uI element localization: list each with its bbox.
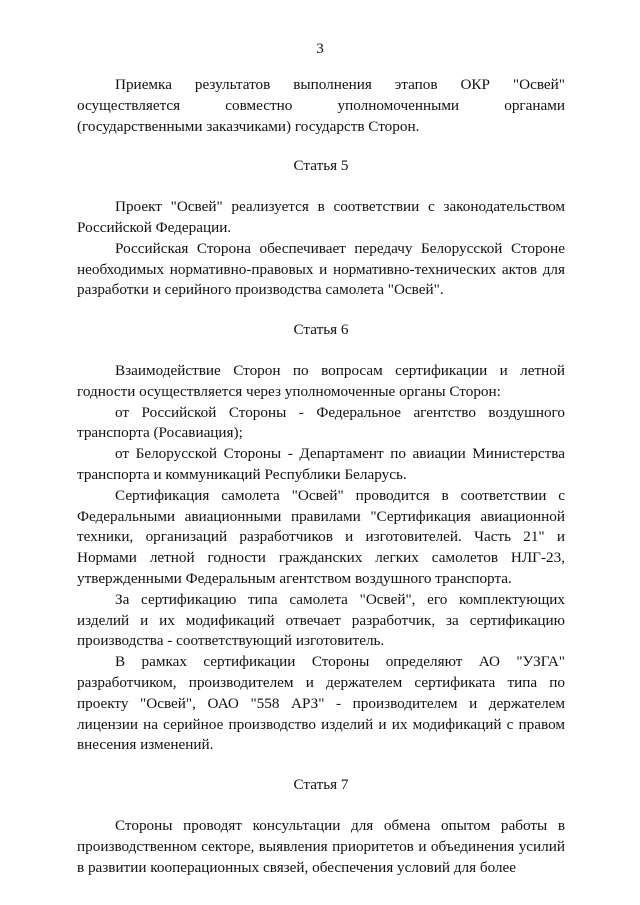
paragraph-legislation: Проект "Освей" реализуется в соответствии с законодательством Российской Федерации. (77, 198, 565, 236)
paragraph-interaction: Взаимодействие Сторон по вопросам сертификации и летной годности осуществляется через уполномоченные органы Сторон: (77, 361, 565, 400)
heading-article-5: Статья 5 (293, 157, 349, 175)
paragraph-transfer-acts: Российская Сторона обеспечивает передачу Белорусской Стороне необходимых нормативно-правовых и нормативно-технических актов для разработки и серийного производства самолета "Освей". (77, 239, 565, 299)
paragraph-consultations: Стороны проводят консультации для обмена опытом работы в производственном секторе, выявления приоритетов и объединения усилий в развитии кооперационных связей, обеспечения условий для более (77, 816, 565, 876)
page-number: 3 (316, 40, 324, 57)
paragraph-certification-rules: Сертификация самолета "Освей" проводится в соответствии с Федеральными авиационными правилами "Сертификация авиационной техники, организаций разработчиков и изготовителей. Часть 21" и Нормами летной годности гражданских легких самолетов НЛГ-23, утвержденными Федеральным агентством воздушного транспорта. (77, 486, 565, 587)
paragraph-russian-side: от Российской Стороны - Федеральное агентство воздушного транспорта (Росавиация); (77, 403, 565, 442)
paragraph-certificate-holders: В рамках сертификации Стороны определяют АО "УЗГА" разработчиком, производителем и держателем сертификата типа по проекту "Освей", ОАО "558 АРЗ" - производителем и держателем лицензии на серийное производство изделий и их модификаций с правом внесения изменений. (77, 653, 565, 754)
heading-article-6: Статья 6 (293, 321, 349, 339)
document-body (77, 75, 565, 878)
paragraph-acceptance: Приемка результатов выполнения этапов ОКР "Освей" осуществляется совместно уполномоченными органами (государственными заказчиками) государств Сторон. (77, 76, 565, 135)
heading-article-7: Статья 7 (293, 776, 349, 794)
paragraph-type-certification: За сертификацию типа самолета "Освей", его комплектующих изделий и их модификаций отвечает разработчик, за сертификацию производства - соответствующий изготовитель. (77, 590, 565, 650)
paragraph-belarusian-side: от Белорусской Стороны - Департамент по авиации Министерства транспорта и коммуникаций Республики Беларусь. (77, 445, 565, 483)
